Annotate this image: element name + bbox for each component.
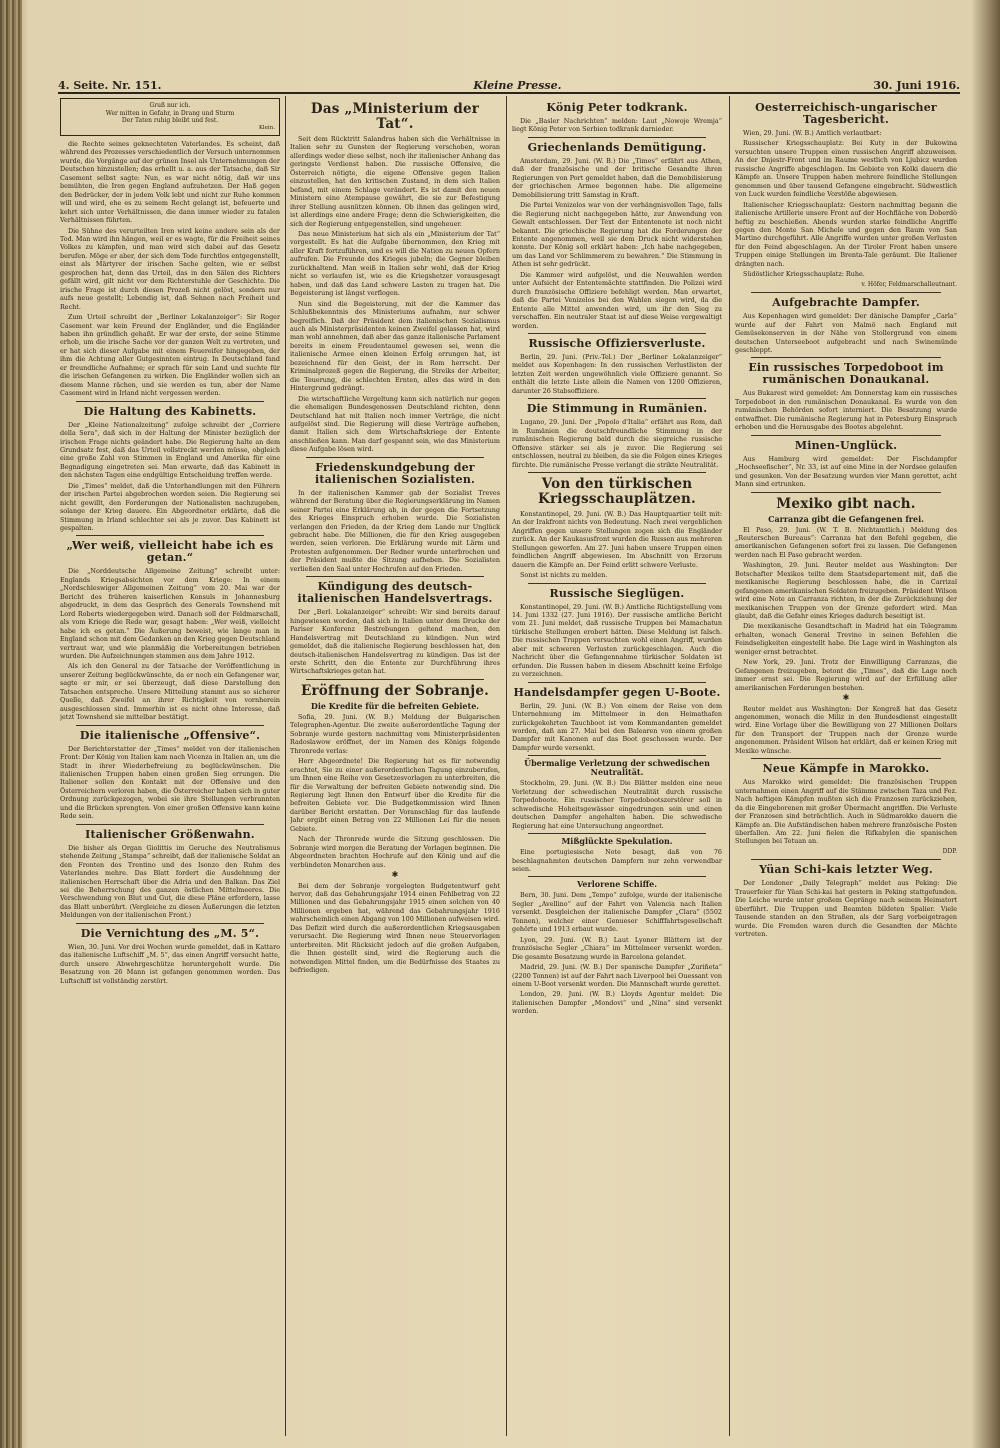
headline: Russische Sieglügen. xyxy=(549,586,685,600)
page-edge-shadow xyxy=(972,0,1000,1448)
headline: Friedenskundgebung der italienischen Sozialisten. xyxy=(314,460,476,486)
divider xyxy=(751,435,941,436)
article-paragraph: Stockholm, 29. Juni. (W. B.) Die Blätter melden eine neue Verletzung der schwedischen Neutralität durch russische Torpedoboote. Ein russischer Torpedobootszerstörer soll in schwedische Hoheitsgewässer eingedrungen sein und einen deutschen Dampfer angehalten haben. Die schwedische Regierung hat eine Untersuchung angeordnet. xyxy=(512,779,722,830)
article-paragraph: Aus Hamburg wird gemeldet: Der Fischdampfer „Hochseefischer“, Nr. 33, ist auf eine Mine in der Nordsee gelaufen und gesunken. Von der Besatzung wurden vier Mann gerettet, acht Mann sind ertrunken. xyxy=(735,454,957,489)
motto-line: Gruß nur ich. xyxy=(149,102,191,109)
divider xyxy=(528,398,706,399)
divider xyxy=(751,758,941,759)
article-paragraph: Madrid, 29. Juni. (W. B.) Der spanische Dampfer „Zuriñeta“ (2200 Tonnen) ist auf der Fahrt nach Liverpool bei Ouessant von einem U-Boot versenkt worden. Die Mannschaft wurde gerettet. xyxy=(512,963,722,988)
article-paragraph: Wien, 29. Juni. (W. B.) Amtlich verlautbart: xyxy=(743,129,882,137)
column-2 xyxy=(290,98,500,1438)
column-1 xyxy=(60,98,280,1438)
article-paragraph: Sonst ist nichts zu melden. xyxy=(520,571,608,580)
issue-date: 30. Juni 1916. xyxy=(873,79,960,92)
article-paragraph: Konstantinopel, 29. Juni. (W. B.) Amtliche Richtigstellung vom 14. Juni 1332 (27. Juni 1916). Der russische amtliche Bericht vom 21. Juni meldet, daß russische Truppen bei Mamachatun türkische Stellungen erobert hätten. Diese Meldung ist falsch. Die russischen Truppen versuchten wohl einen Angriff, wurden aber mit schweren Verlusten zurückgeschlagen. Auch die Nachricht über die Gefangennahme türkischer Soldaten ist erfunden. Die Russen haben in diesem Abschnitt keine Erfolge zu verzeichnen. xyxy=(512,602,722,679)
article-paragraph: Die „Basler Nachrichten“ melden: Laut „Nowoje Wremja“ liegt König Peter von Serbien todkrank darnieder. xyxy=(512,117,722,134)
article-paragraph: Wien, 30. Juni. Vor drei Wochen wurde gemeldet, daß in Kattaro das italienische Luftschiff „M. 5“, das einen Angriff versucht hatte, durch unsere Abwehrgeschütze heruntergeholt wurde. Die Besatzung von 26 Mann ist gefangen genommen worden. Das Luftschiff ist vollständig zerstört. xyxy=(60,942,280,985)
article-paragraph: Nach der Thronrede wurde die Sitzung geschlossen. Die Sobranje wird morgen die Beratung der Vorlagen beginnen. Die Abgeordneten brachten Hochrufe auf den König und auf die verbündeten Monarchen aus. xyxy=(290,835,500,869)
divider xyxy=(76,535,264,536)
divider xyxy=(528,876,706,877)
article-paragraph: Die Sühne des verurteilten Iren wird keine andere sein als der Tod. Man wird ihn hängen, weil er es wagte, für die Freiheit seines Volkes zu kämpfen, und man wird sich dabei auf das Gesetz berufen. Möge er aber, der sich dem Tode furchtlos entgegenstellt, einst als Märtyrer der irischen Sache gelten, wie er selbst gesprochen hat, denn das Urteil, das in den Sälen des Richters gefällt wird, gilt nicht vor dem Richterstuhle der Geschichte. Die irische Frage ist durch diesen Prozeß nicht gelöst, sondern nur aufs neue gestellt; Lebendig ist, daß Sehnen nach Freiheit und Recht. xyxy=(60,226,280,311)
column-rule xyxy=(285,96,286,1436)
headline: Das „Ministerium der Tat“. xyxy=(310,101,480,132)
divider xyxy=(528,583,706,584)
divider xyxy=(306,679,484,680)
article-paragraph: Zum Urteil schreibt der „Berliner Lokalanzeiger“: Sir Roger Casement war kein Freund der Engländer, und die Engländer haben ihn gründlich gehaßt. Er war der erste, der seine Stimme erhob, um die irische Sache vor der ganzen Welt zu vertreten, und er hat sich dieser Aufgabe mit einem Feuereifer hingegeben, der ihm die Achtung aller Gutgesinnten eintrug. In Deutschland fand er freundliche Aufnahme; er sprach für sein Land und suchte für die irischen Gefangenen zu wirken. Die Engländer wollen sich an diesem Manne rächen, und sie werden es tun, aber der Name Casement wird in Irland nicht vergessen werden. xyxy=(60,313,280,398)
divider xyxy=(306,576,484,577)
article-paragraph: Der Londoner „Daily Telegraph“ meldet aus Peking: Die Trauerfeier für Yüan Schi-kai hat gestern in Peking stattgefunden. Die Leiche wurde unter großem Gepränge nach seinem Heimatort überführt. Die Truppen und Beamten bildeten Spalier. Viele Tausende standen an den Straßen, als der Sarg vorbeigetragen wurde. Die Fremden waren durch die Gesandten der Mächte vertreten. xyxy=(735,879,957,939)
divider xyxy=(528,833,706,834)
article-paragraph: Aus Bukarest wird gemeldet: Am Donnerstag kam ein russisches Torpedoboot in den rumänischen Donaukanal. Es wurde von den rumänischen Behörden sofort interniert. Die Besatzung wurde entwaffnet. Die rumänische Regierung hat in Petersburg Einspruch erhoben und die Herausgabe des Bootes abgelehnt. xyxy=(735,389,957,432)
headline: Italienischer Größenwahn. xyxy=(85,827,255,841)
article-paragraph: Amsterdam, 29. Juni. (W. B.) Die „Times“ erfährt aus Athen, daß der französische und der britische Gesandte ihren Regierungen von Port gemeldet haben, daß die Demobilisierung der griechischen Armee begonnen habe. Die allgemeine Demobilisierung tritt Samstag in Kraft. xyxy=(512,156,722,199)
headline: Die Haltung des Kabinetts. xyxy=(83,404,257,418)
divider xyxy=(76,725,264,726)
divider xyxy=(76,923,264,924)
article-paragraph: Aus Kopenhagen wird gemeldet: Der dänische Dampfer „Carla“ wurde auf der Fahrt von Malmö nach England mit Gemüsekonserven in der Nähe von Stollergrund von einem deutschen Unterseeboot aufgebracht und nach Swinemünde geschleppt. xyxy=(735,312,957,354)
headline: Die italienische „Offensive“. xyxy=(79,728,261,742)
divider xyxy=(751,492,941,493)
motto-signature: Klein. xyxy=(258,124,275,131)
article-paragraph: New York, 29. Juni. Trotz der Einwilligung Carranzas, die Gefangenen freizugeben, betont die „Times“, daß die Lage noch immer ernst sei. Die Regierung wird auf der Erfüllung aller amerikanischen Forderungen bestehen. xyxy=(735,658,957,692)
article-paragraph: Reuter meldet aus Washington: Der Kongreß hat das Gesetz angenommen, wonach die Miliz in den Bundesdienst eingestellt wird. Eine Vorlage über die Bewilligung von 27 Millionen Dollars für den Transport der Truppen nach der Grenze wurde angenommen. Präsident Wilson hat erklärt, daß er keinen Krieg mit Mexiko wünsche. xyxy=(735,704,957,755)
divider xyxy=(528,472,706,473)
article-paragraph: Der Berichterstatter der „Times“ meldet von der italienischen Front: Der König von Italien kam nach Vicenza in Italien an, um die Stadt in ihrer Wiederbefreiung zu beglückwünschen. Die italienischen Truppen haben einen großen Sieg errungen. Die Italiener sollen den Kontakt mit der Offensive und den Österreichern verloren haben, die Österreicher haben sich in guter Ordnung zurückgezogen, wobei sie ihre Stellungen verbrannten und die Brücken sprengten. Von einer großen Offensive kann keine Rede sein. xyxy=(60,744,280,821)
article-paragraph: Bern, 30. Juni. Dem „Tempo“ zufolge, wurde der italienische Segler „Avellino“ auf der Fahrt von Valencia nach Italien versenkt. Desgleichen der italienische Dampfer „Clara“ (5502 Tonnen), welcher einer Genueser Schifffahrtsgesellschaft gehörte und 1913 erbaut wurde. xyxy=(512,891,722,934)
article-paragraph: Konstantinopel, 29. Juni. (W. B.) Das Hauptquartier teilt mit: An der Irakfront nichts von Bedeutung. Nach zwei vergeblichen Angriffen gegen unsere Stellungen zogen sich die Engländer zurück. An der Kaukasusfront wurden die Russen aus mehreren Stellungen geworfen. Am 27. Juni haben unsere Truppen einen feindlichen Angriff abgewiesen. Im Abschnitt von Erzerum dauern die Kämpfe an. Der Feind erlitt schwere Verluste. xyxy=(512,509,722,569)
headline: Von den türkischen Kriegsschauplätzen. xyxy=(538,475,696,507)
newspaper-name: Kleine Presse. xyxy=(473,79,562,92)
article-paragraph: Die mexikanische Gesandtschaft in Madrid hat ein Telegramm erhalten, wonach General Trevino in seinen Befehlen die Feindseligkeiten eingestellt habe. Die Lage wird in Washington als weniger ernst betrachtet. xyxy=(735,622,957,656)
article-paragraph: Die wirtschaftliche Vergeltung kann sich natürlich nur gegen die ehemaligen Bundesgenossen Deutschland richten, denn Deutschland hat mit Italien noch immer Verträge, die nicht aufgelöst sind. Die Regierung will diese Verträge aufheben, damit Italien sich dem Wirtschaftskriege der Entente anschließen kann. Man darf gespannt sein, wie das Ministerium diese Aufgabe lösen wird. xyxy=(290,394,500,454)
divider xyxy=(528,682,706,683)
subheadline: Carranza gibt die Gefangenen frei. xyxy=(768,513,924,524)
divider xyxy=(528,333,706,334)
page-header xyxy=(58,74,960,94)
article-paragraph: Herr Abgeordnete! Die Regierung hat es für notwendig erachtet, Sie zu einer außerordentlichen Tagung einzuberufen, um Ihnen eine Reihe von Gesetzesvorlagen zu unterbreiten, die für die Verwaltung der befreiten Gebiete notwendig sind. Die Regierung legt Ihnen den Entwurf über die Kredite für die befreiten Gebiete vor. Die Budgetkommission wird Ihnen darüber Bericht erstatten. Der Voranschlag für das laufende Jahr ergibt einen Betrag von 22 Millionen Lei für die neuen Gebiete. xyxy=(290,757,500,833)
article-paragraph: die Rechte seines geknechteten Vaterlandes. Es scheint, daß während des Prozesses verschiedentlich der Versuch unternommen wurde, die Vorgänge auf der grünen Insel als Unternehmungen der Deutschen hinzustellen; das erhellt u. a. aus der Tatsache, daß Sir Casement selbst sagte: Nun, es war nicht nötig, daß wir uns bemühten, die Iren gegen England aufzuhetzen. Der Haß gegen den Bedrücker, der in jedem Volk lebt und nicht zur Ruhe kommen will und wird, ehe es zu seinem Recht gelangt ist, befeuerte und kehrt sich unter Verhältnissen, die dann immer wieder zu fatalen Verhältnissen führten. xyxy=(60,140,280,225)
headline: Russische Offiziersverluste. xyxy=(528,336,706,350)
article-paragraph: Die „Norddeutsche Allgemeine Zeitung“ schreibt unter: Englands Kriegsabsichten vor dem Kriege: In einem „Nordschleswiger Allgemeinen Zeitung“ vom 20. Mai war der Bericht des früheren kaiserlichen Konsuls in Johannesburg abgedruckt, in dem das Gespräch des Generals Townshend mit Lord Roberts wiedergegeben wird. Danach soll der Feldmarschall, als vom Kriege die Rede war, gesagt haben: „Wer weiß, vielleicht habe ich es getan.“ Die Äußerung beweist, wie lange man in England schon mit dem Gedanken an den Krieg gegen Deutschland vertraut war, und wie planmäßig die Vorbereitungen betrieben wurden. Die Aufzeichnungen stammen aus dem Jahre 1912. xyxy=(60,567,280,661)
motto-line: Der Taten ruhig bleibt und fest. xyxy=(121,117,219,124)
article-paragraph: Die Kammer wird aufgelöst, und die Neuwahlen werden unter Aufsicht der Ententemächte stattfinden. Die Polizei wird durch französische Offiziere befehligt werden. Man erwartet, daß die Partei Venizelos bei den Wahlen siegen wird, da die Entente alle Mittel anwenden wird, um ihr den Sieg zu verschaffen. Ein neutraler Staat ist auf diese Weise vergewaltigt worden. xyxy=(512,270,722,330)
article-paragraph: Die „Times“ meldet, daß die Unterhandlungen mit den Führern der irischen Partei abgebrochen worden seien. Die Regierung sei nicht gewillt, den Forderungen der Nationalisten nachzugeben, solange der Krieg dauere. Ein Abgeordneter erklärte, daß die Stimmung in Irland schlechter sei als je zuvor. Das Kabinett ist gespalten. xyxy=(60,481,280,533)
article-paragraph: In der italienischen Kammer gab der Sozialist Treves während der Beratung über die Regierungserklärung im Namen seiner Partei eine Erklärung ab, in der gegen die Fortsetzung des Krieges Einspruch erhoben wurde. Die Sozialisten verlangen den Frieden, da der Krieg dem Lande nur Unglück gebracht habe. Die Millionen, die für den Krieg ausgegeben werden, seien verloren. Die Erklärung wurde mit Lärm und Protesten aufgenommen. Der Redner wurde unterbrochen und der Präsident mußte die Sitzung aufheben. Die Sozialisten verließen den Saal unter Hochrufen auf den Frieden. xyxy=(290,488,500,573)
article-paragraph: London, 29. Juni. (W. B.) Lloyds Agentur meldet: Die italienischen Dampfer „Mondovi“ und „Nina“ sind versenkt worden. xyxy=(512,990,722,1016)
article-paragraph: Der „Kleine Nationalzeitung“ zufolge schreibt der „Corriere della Sera“, daß sich in der Haltung der Minister bezüglich der irischen Frage nichts geändert habe. Die Regierung halte an dem Grundsatz fest, daß das Urteil vollstreckt werden müsse, obgleich eine große Zahl von Stimmen in England und Amerika für eine Begnadigung eingetreten sei. Man erwarte, daß das Kabinett in den nächsten Tagen eine endgültige Entscheidung treffen werde. xyxy=(60,420,280,480)
article-paragraph: Italienischer Kriegsschauplatz: Gestern nachmittag begann die italienische Artillerie unsere Front auf der Hochfläche von Doberdò heftig zu beschießen. Abends wurden starke feindliche Angriffe gegen den Monte San Michele und gegen den Raum von San Martino durchgeführt. Alle Angriffe wurden unter großen Verlusten für den Feind abgeschlagen. An der Tiroler Front haben unsere Truppen einige Stellungen im Brenta-Tale geräumt. Die Italiener drängten nach. xyxy=(735,200,957,268)
headline: Oesterreichisch-ungarischer Tagesbericht. xyxy=(755,101,937,126)
article-paragraph: Seit dem Rücktritt Salandras haben sich die Verhältnisse in Italien sehr zu Gunsten der Regierung verschoben, woran allerdings weder diese selbst, noch ihr italienischer Anhang das geringste Verdienst haben. Die russische Offensive, die Österreich nötigte, die eigene Offensive gegen Italien einzustellen, hat den kritischen Zustand, in dem sich Italien befand, mit einem Schlage verändert. Es ist damit den neuen Ministern eine Atempause gewährt, die sie zur Befestigung ihrer Stellung ausnützen können. Ob ihnen das gelingen wird, ist allerdings eine andere Frage; denn die Schwierigkeiten, die sich der Regierung entgegenstellen, sind ungeheuer. xyxy=(290,135,500,228)
article-paragraph: Berlin, 29. Juni. (Priv.-Tel.) Der „Berliner Lokalanzeiger“ meldet aus Kopenhagen: In den russischen Verlustlisten der letzten Zeit werden ungewöhnlich viele Offiziere genannt. So enthält die letzte Liste allein die Namen von 1200 Offizieren, darunter 26 Stabsoffiziere. xyxy=(512,352,722,395)
article-paragraph: Der „Berl. Lokalanzeiger“ schreibt: Wir sind bereits darauf hingewiesen worden, daß sich in Italien unter dem Drucke der Pariser Konferenz Bestrebungen geltend machen, den Handelsvertrag mit Deutschland zu kündigen. Nun wird gemeldet, daß die italienische Regierung beschlossen hat, den deutsch-italienischen Handelsvertrag zu kündigen. Das ist der erste Schritt, den die Entente zur Durchführung ihres Wirtschaftskrieges getan hat. xyxy=(290,608,500,676)
headline: Eröffnung der Sobranje. xyxy=(300,682,490,699)
headline: Griechenlands Demütigung. xyxy=(527,140,707,154)
divider xyxy=(751,357,941,358)
book-binding xyxy=(0,0,22,1448)
headline: Mexiko gibt nach. xyxy=(776,495,916,512)
motto-line: Wer mitten in Gefahr, in Drang und Sturm xyxy=(105,109,235,117)
article-paragraph: Lyon, 29. Juni. (W. B.) Laut Lyoner Blättern ist der französische Segler „Chiara“ im Mittelmeer versenkt worden. Die gesamte Besatzung wurde in Barcelona gelandet. xyxy=(512,935,722,961)
divider xyxy=(76,401,264,402)
article-paragraph: Südöstlicher Kriegsschauplatz: Ruhe. xyxy=(743,270,865,279)
article-paragraph: Washington, 29. Juni. Reuter meldet aus Washington: Der Botschafter Mexikos teilte dem Staatsdepartement mit, daß die mexikanische Regierung beschlossen habe, die in Carrizal gefangenen amerikanischen Soldaten freizugeben. Präsident Wilson wird eine Note an Carranza richten, in der die Zurückziehung der mexikanischen Truppen von der Grenze gefordert wird. Man glaubt, daß die Gefahr eines Krieges dadurch beseitigt ist. xyxy=(735,561,957,621)
article-paragraph: Das neue Ministerium hat sich als ein „Ministerium der Tat“ vorgestellt. Es hat die Aufgabe übernommen, den Krieg mit aller Kraft fortzuführen, und es will die Nation zu neuen Opfern aufrufen. Die Freunde des Krieges jubeln; die Gegner bleiben zurückhaltend. Man weiß in Italien sehr wohl, daß der Krieg nicht so verlaufen ist, wie es die Kriegshetzer vorausgesagt haben, und daß das Land schwere Lasten zu tragen hat. Die Begeisterung ist längst verflogen. xyxy=(290,229,500,298)
agency-signature: DDP. xyxy=(942,847,957,855)
headline: Aufgebrachte Dampfer. xyxy=(772,296,920,310)
subheadline: Mißglückte Spekulation. xyxy=(561,836,673,847)
column-4 xyxy=(735,98,957,1438)
article-paragraph: Russischer Kriegsschauplatz: Bei Kuty in der Bukowina versuchten unsere Truppen einen russischen Angriff abzuweisen. An der Dnjestr-Front und im Raume westlich von Ljubicz wurden russische Angriffe abgeschlagen. Im Gebiete von Kolki dauern die Kämpfe an. Unsere Truppen haben mehrere feindliche Stellungen genommen und über tausend Gefangene eingebracht. Südwestlich von Luck wurden feindliche Vorstöße abgewiesen. xyxy=(735,139,957,199)
article-paragraph: Eine portugiesische Note besagt, daß von 76 beschlagnahmten deutschen Dampfern nur zehn verwendbar seien. xyxy=(512,848,722,873)
subheadline: Die Kredite für die befreiten Gebiete. xyxy=(310,700,480,711)
headline: Ein russisches Torpedoboot im rumänischen Donaukanal. xyxy=(748,361,944,387)
headline: Minen-Unglück. xyxy=(794,438,898,452)
divider xyxy=(528,137,706,138)
column-rule xyxy=(729,96,730,1436)
divider xyxy=(751,859,941,860)
headline: König Peter todkrank. xyxy=(546,101,688,114)
ornament: ✱ xyxy=(391,870,399,880)
headline: Yüan Schi-kais letzter Weg. xyxy=(759,863,933,877)
article-paragraph: Lugano, 29. Juni. Der „Popolo d'Italia“ erfährt aus Rom, daß in Rumänien die deutschfreundliche Stimmung in der rumänischen Regierung bald durch die siegreiche russische Offensive stärker sei als je zuvor. Die Regierung sei entschlossen, neutral zu bleiben, da sie die Folgen eines Krieges fürchte. Die rumänische Presse verlangt die strikte Neutralität. xyxy=(512,418,722,469)
motto-box xyxy=(60,98,280,136)
divider xyxy=(306,457,484,458)
headline: Die Stimmung in Rumänien. xyxy=(526,402,708,416)
headline: Handelsdampfer gegen U-Boote. xyxy=(513,685,721,699)
subheadline: Verlorene Schiffe. xyxy=(576,879,658,890)
article-paragraph: Die Partei Venizelos war von der verhängnisvollen Tage, falls die Regierung nicht nachgegeben hätte, zur Anwendung von Gewalt entschlossen. Der Text der Ententenote ist noch nicht bekannt. Die griechische Regierung hat die Forderungen der Entente angenommen, weil sie dem Druck nicht widerstehen konnte. Der König soll erklärt haben: „Ich habe nachgegeben, um das Land vor Schlimmerem zu bewahren.“ Die Stimmung in Athen ist sehr gedrückt. xyxy=(512,201,722,269)
headline: Neue Kämpfe in Marokko. xyxy=(762,762,930,776)
article-paragraph: Die bisher als Organ Giolittis im Geruche des Neutralismus stehende Zeitung „Stampa“ schreibt, daß der italienische Soldat an den Fronten des Trentino und des Isonzo den Ruhm des Vaterlandes mehre. Das Blatt fordert die Ausdehnung der italienischen Herrschaft über die Adria und den Balkan. Das Ziel sei die Beherrschung des ganzen östlichen Mittelmeeres. Die Verschwendung von Blut und Gut, die diese Pläne erfordern, lasse das Blatt unberührt. (Vergleiche zu diesen Äußerungen die letzten Meldungen von der italienischen Front.) xyxy=(60,843,280,920)
column-3 xyxy=(512,98,722,1438)
page-number: 4. Seite. Nr. 151. xyxy=(58,79,162,92)
article-paragraph: Bei dem der Sobranje vorgelegten Budgetentwurf geht hervor, daß das Gebahrungsjahr 1914 einen Fehlbetrag von 22 Millionen und das Gebahrungsjahr 1915 einen solchen von 40 Millionen ergeben hat, während das Gebahrungsjahr 1916 wahrscheinlich einen Abgang von 100 Millionen aufweisen wird. Das Defizit wird durch die außerordentlichen Kriegsausgaben verursacht. Die Regierung wird Ihnen neue Steuervorlagen unterbreiten. Mit Rücksicht jedoch auf die großen Aufgaben, die Ihnen gestellt sind, wird die Regierung auch die notwendigen Mittel finden, um die Bedürfnisse des Staates zu befriedigen. xyxy=(290,881,500,975)
divider xyxy=(751,292,941,293)
article-paragraph: El Paso, 29. Juni. (W. T. B. Nichtamtlich.) Meldung des „Reuterschen Bureaus“: Carranza hat den Befehl gegeben, die amerikanischen Gefangenen sofort frei zu lassen. Die Gefangenen werden nach El Paso gebracht werden. xyxy=(735,525,957,559)
subheadline: Übermalige Verletzung der schwedischen Neutralität. xyxy=(524,758,710,778)
ornament: ✱ xyxy=(842,693,850,703)
article-paragraph: Nun sind die Begeisterung, mit der die Kammer das Schlußbekenntnis des Ministeriums aufnahm, nur schwer begreiflich. Daß der Präsident dem italienischen Sozialismus auch als Ministerpräsidenten keinen Zweifel gelassen hat, wird man wohl annehmen, daß aber das ganze italienische Parlament bereits in einem Freudentaumel gewesen sei, wenn die italienische Armee einen kleinen Erfolg errungen hat, ist bezeichnend für den Geist, der in Rom herrscht. Der Kriminalprozeß gegen die Regierung, die Streiks der Arbeiter, die Teuerung, die schlechten Ernten, alles das wird in den Hintergrund gedrängt. xyxy=(290,299,500,393)
divider xyxy=(528,755,706,756)
headline: Kündigung des deutsch-italienischen Handelsvertrags. xyxy=(297,580,493,606)
headline: Die Vernichtung des „M. 5“. xyxy=(80,926,260,940)
article-paragraph: Sofia, 29. Juni. (W. B.) Meldung der Bulgarischen Telegraphen-Agentur. Die zweite außerordentliche Tagung der Sobranje wurde gestern nachmittag vom Ministerpräsidenten Radoslawow eröffnet, der im Namen des Königs folgende Thronrede verlas: xyxy=(290,712,500,755)
column-rule xyxy=(506,96,507,1436)
headline: „Wer weiß, vielleicht habe ich es getan.“ xyxy=(66,539,274,565)
report-signature: v. Höfer, Feldmarschalleutnant. xyxy=(861,280,957,288)
article-paragraph: Als ich den General zu der Tatsache der Veröffentlichung in unserer Zeitung beglückwünschte, da er noch ein Gefangener war, sagte er mir, er sei überzeugt, daß diese Darstellung den Tatsachen entspreche. Unsere Mitteilung stammt aus so sicherer Quelle, daß Zweifel an ihrer Richtigkeit von vornherein ausgeschlossen sind. Immerhin ist es nicht ohne Interesse, daß jetzt Townshend sie mittelbar bestätigt. xyxy=(60,662,280,722)
divider xyxy=(76,824,264,825)
article-paragraph: Aus Marokko wird gemeldet: Die französischen Truppen unternahmen einen Angriff auf die Stämme zwischen Taza und Fez. Nach heftigen Kämpfen mußten sich die Franzosen zurückziehen, da die Eingeborenen mit großer Übermacht angriffen. Die Verluste der Franzosen sind beträchtlich. Auch in Südmarokko dauern die Kämpfe an. Die Aufständischen haben mehrere französische Posten überfallen. Am 22. Juni fielen die Rifkabylen die spanischen Stellungen bei Tetuan an. xyxy=(735,778,957,846)
article-paragraph: Berlin, 29. Juni. (W. B.) Von einem der Reise von dem Unternehmung im Mittelmeer in den Heimathafen zurückgekehrten Tauchboot ist vom Kommandanten gemeldet worden, daß am 27. Mai bei den Balearen von einem großen Dampfer mit Kanonen auf das Boot geschossen wurde. Der Dampfer wurde versenkt. xyxy=(512,701,722,752)
